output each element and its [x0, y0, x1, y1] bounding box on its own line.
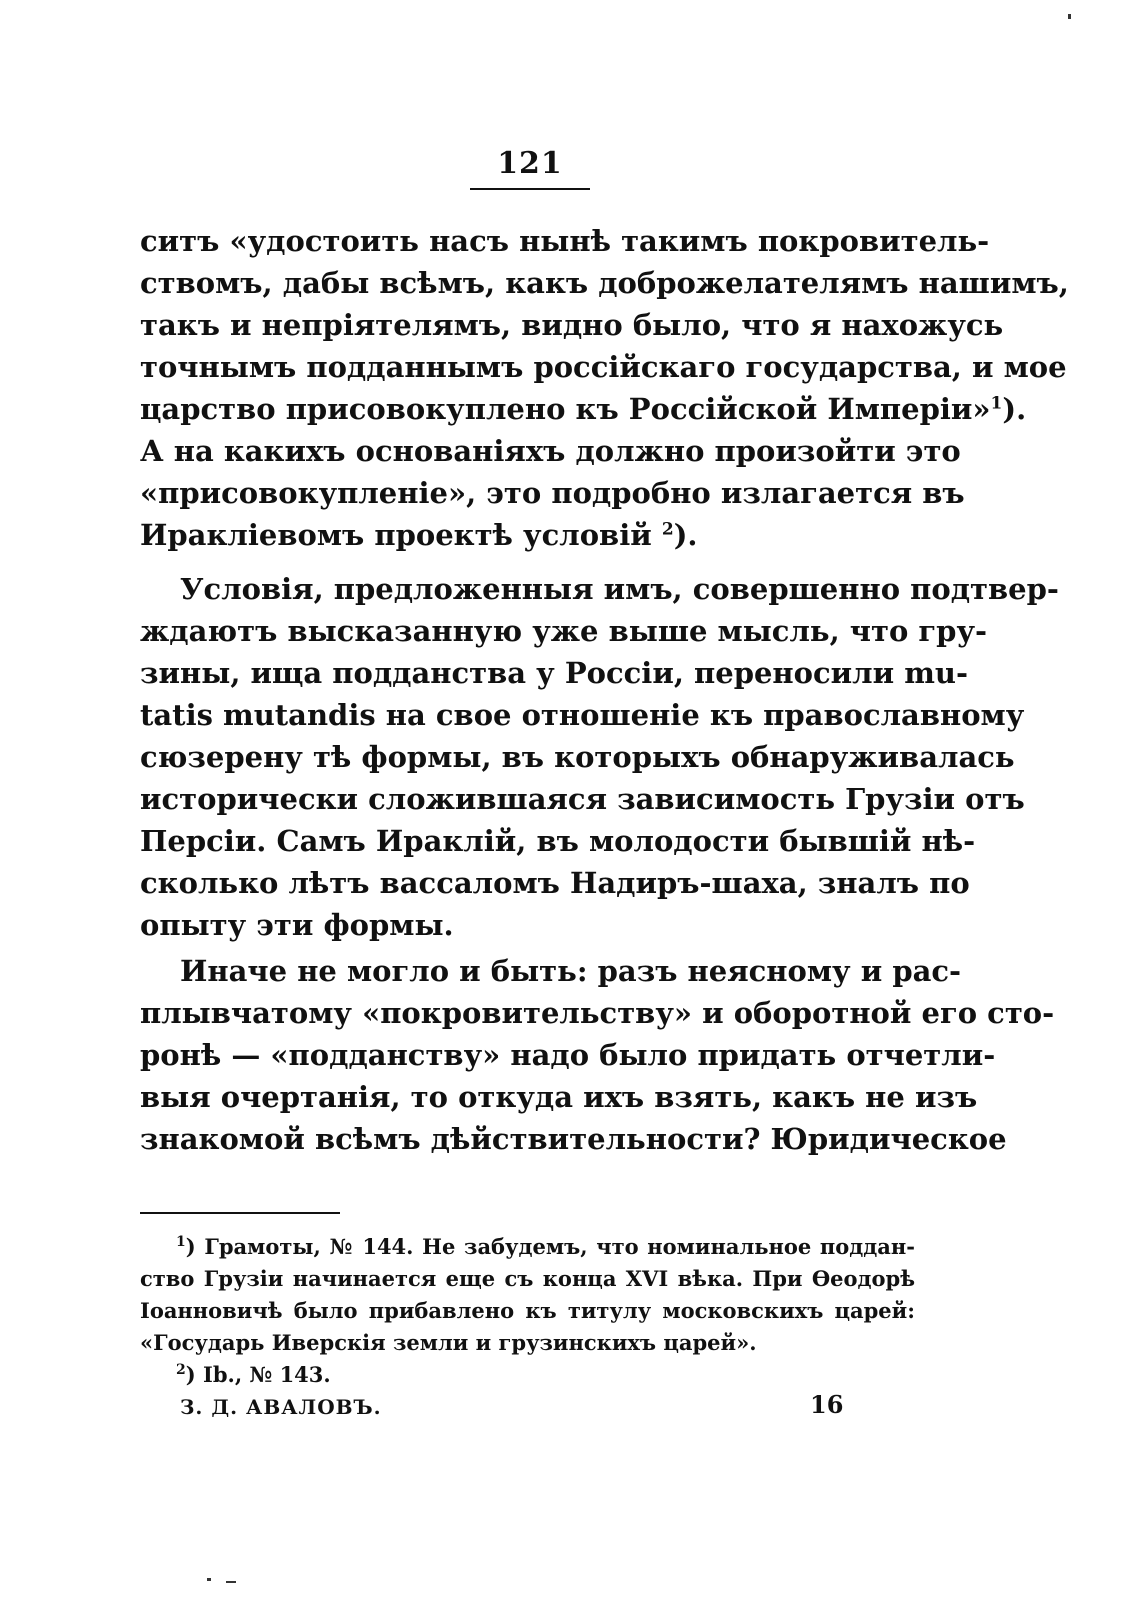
text-line: плывчатому «покровительству» и оборотной его сто- [140, 996, 1055, 1030]
scan-speck [207, 1578, 211, 1581]
text-line: ронѣ — «подданству» надо было придать отчетли- [140, 1038, 996, 1072]
footnote-marker-1: 1 [176, 1234, 186, 1250]
text-line [140, 514, 915, 556]
text-line: ствомъ, дабы всѣмъ, какъ доброжелателямъ нашимъ, [140, 266, 1069, 300]
footnote-rule [140, 1212, 340, 1214]
footnotes [140, 1231, 915, 1391]
paragraph-1 [140, 220, 1069, 556]
text-line: ждаютъ высказанную уже выше мысль, что гру- [140, 614, 988, 648]
footnote-ref-2: 2 [661, 519, 674, 540]
text-line: знакомой всѣмъ дѣйствительности? Юридическое [140, 1122, 1007, 1156]
text-line: Персіи. Самъ Ираклій, въ молодости бывшій нѣ- [140, 824, 976, 858]
text-line: зины, ища подданства у Россіи, переносили mu- [140, 656, 969, 690]
signature-mark: З. Д. АВАЛОВЪ. [180, 1395, 382, 1419]
text-line: Условія, предложенныя имъ, совершенно подтвер- [180, 572, 1059, 606]
footnote-2-line [140, 1359, 915, 1391]
text-line: сколько лѣтъ вассаломъ Надиръ-шаха, зналъ по [140, 866, 970, 900]
text-line: Иначе не могло и быть: разъ неясному и рас- [180, 954, 962, 988]
text-line: такъ и непріятелямъ, видно было, что я нахожусь [140, 308, 1004, 342]
footnote-1-line [140, 1231, 915, 1263]
text-line: выя очертанія, то откуда ихъ взять, какъ не изъ [140, 1080, 978, 1114]
text-line-tail: ). [1002, 392, 1027, 426]
scan-speck [1068, 14, 1071, 19]
paragraph-3 [140, 950, 1055, 1160]
text-line-content: царство присовокуплено къ Россійской Имперіи» [140, 392, 991, 426]
header-rule [470, 188, 590, 190]
text-line-content: Ираклiевомъ проектѣ условій [140, 518, 652, 552]
footnote-marker-2: 2 [176, 1362, 186, 1378]
footnote-1-line: Іоанновичѣ было прибавлено къ титулу московскихъ царей: [140, 1298, 915, 1323]
footnote-text: ) Грамоты, № 144. Не забудемъ, что номинальное поддан- [185, 1234, 915, 1259]
footnote-ref-1: 1 [990, 393, 1003, 414]
footnote-1-line: «Государь Иверскія земли и грузинскихъ царей». [140, 1330, 757, 1355]
text-line: сюзерену тѣ формы, въ которыхъ обнаруживалась [140, 740, 1015, 774]
sheet-number: 16 [810, 1390, 844, 1419]
text-line: А на какихъ основаніяхъ должно произойти это [140, 434, 961, 468]
footnote-text: ) Ib., № 143. [185, 1362, 331, 1387]
text-line: ситъ «удостоить насъ нынѣ такимъ покровитель- [140, 224, 990, 258]
footnote-1-line: ство Грузіи начинается еще съ конца XVI вѣка. При Ѳеодорѣ [140, 1266, 915, 1291]
scan-speck [226, 1581, 236, 1583]
text-line [140, 388, 1027, 430]
text-line-tail: ). [673, 518, 698, 552]
text-line: «присовокупленіе», это подробно излагается въ [140, 476, 965, 510]
paragraph-2 [140, 568, 1059, 946]
text-line: точнымъ подданнымъ россійскаго государства, и мое [140, 350, 1067, 384]
text-line: tatis mutandis на свое отношеніе къ православному [140, 698, 1025, 732]
text-line: исторически сложившаяся зависимость Грузіи отъ [140, 782, 1025, 816]
text-line: опыту эти формы. [140, 908, 454, 942]
page-number: 121 [497, 146, 563, 181]
